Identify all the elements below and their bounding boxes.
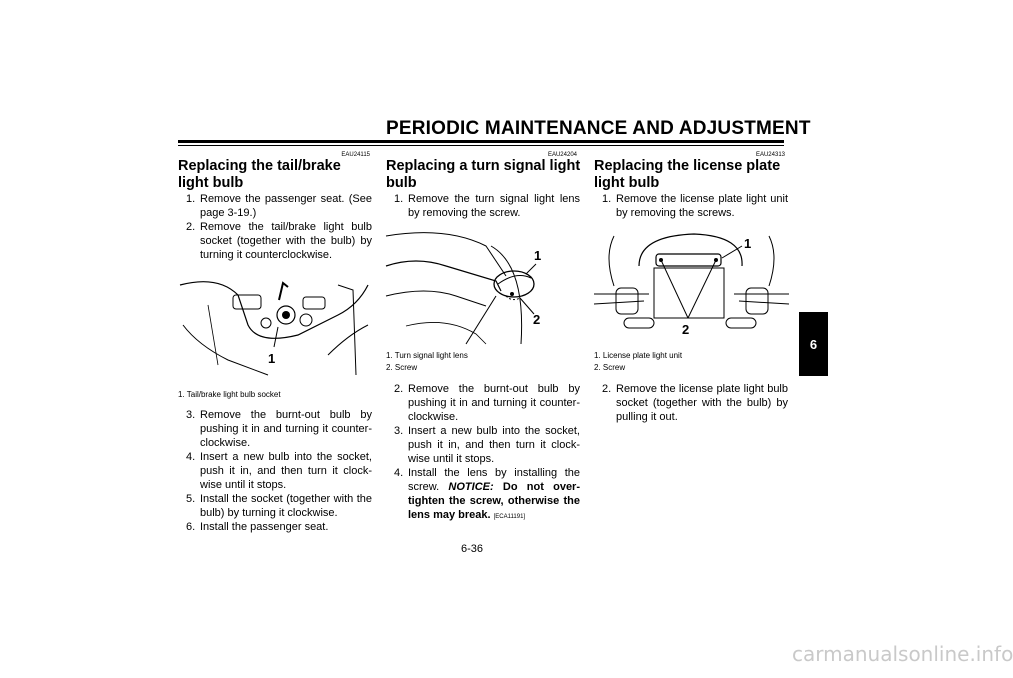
step-text: Install the lens by installing the screw.	[408, 467, 580, 493]
figure-callout: 1	[744, 236, 752, 251]
header-rule-thick	[178, 140, 784, 143]
watermark[interactable]: carmanualsonline.info	[792, 642, 1013, 666]
section-code: EAU24313	[755, 152, 785, 158]
header-rule-thin	[178, 145, 784, 146]
section-code: EAU24204	[547, 152, 577, 158]
chapter-tab[interactable]: 6	[799, 312, 828, 376]
step-item: 3. Remove the burnt-out bulb by pushing it in and turning it counter-clockwise.	[186, 409, 372, 449]
figure-callout: 2	[533, 312, 541, 327]
section-heading: Replacing the tail/brake light bulb	[178, 158, 341, 191]
step-item: 4. Insert a new bulb into the socket, push it in, and then turn it clock-wise until it stops.	[186, 451, 372, 491]
section-code: EAU24115	[341, 152, 370, 158]
step-item: 1. Remove the turn signal light lens by removing the screw.	[394, 193, 580, 219]
notice-ref: [ECA11191]	[493, 514, 526, 520]
tail-light-figure	[178, 265, 373, 383]
step-item: 1. Remove the passenger seat. (See page 3-19.)	[186, 193, 372, 219]
figure-callout: 1	[534, 248, 542, 263]
figure-caption: 1. Tail/brake light bulb socket	[178, 390, 281, 399]
step-item: 2. Remove the license plate light bulb socket (together with the bulb) by pulling it out.	[602, 383, 788, 423]
step-item: 4. Install the lens by installing the screw. NOTICE: Do not over-tighten the screw, otherwise the lens may break. [ECA11191]	[394, 467, 581, 521]
figure-caption: 1. License plate light unit	[594, 351, 683, 360]
page-header-title: PERIODIC MAINTENANCE AND ADJUSTMENT	[386, 118, 811, 139]
step-item: 5. Install the socket (together with the bulb) by turning it clockwise.	[186, 493, 372, 519]
turn-signal-figure	[386, 226, 581, 344]
license-plate-figure	[594, 226, 789, 344]
figure-callout: 1	[268, 351, 276, 366]
page-number: 6-36	[461, 543, 484, 555]
figure-callout: 2	[682, 322, 690, 337]
step-item: 3. Insert a new bulb into the socket, push it in, and then turn it clock-wise until it stops.	[394, 425, 580, 465]
figure-caption: 2. Screw	[594, 363, 626, 372]
step-item: 2. Remove the burnt-out bulb by pushing it in and turning it counter-clockwise.	[394, 383, 580, 423]
step-item: 6. Install the passenger seat.	[186, 521, 329, 533]
step-item: 1. Remove the license plate light unit by removing the screws.	[602, 193, 788, 219]
notice-label: NOTICE:	[448, 481, 494, 493]
notice-text: Do not over-tighten the screw, otherwise the lens may break.	[408, 481, 581, 521]
section-heading: Replacing a turn signal light bulb	[386, 158, 581, 191]
figure-caption: 2. Screw	[386, 363, 418, 372]
step-item: 2. Remove the tail/brake light bulb socket (together with the bulb) by turning it counterclockwise.	[186, 221, 372, 261]
section-heading: Replacing the license plate light bulb	[594, 158, 781, 191]
figure-caption: 1. Turn signal light lens	[386, 351, 468, 360]
